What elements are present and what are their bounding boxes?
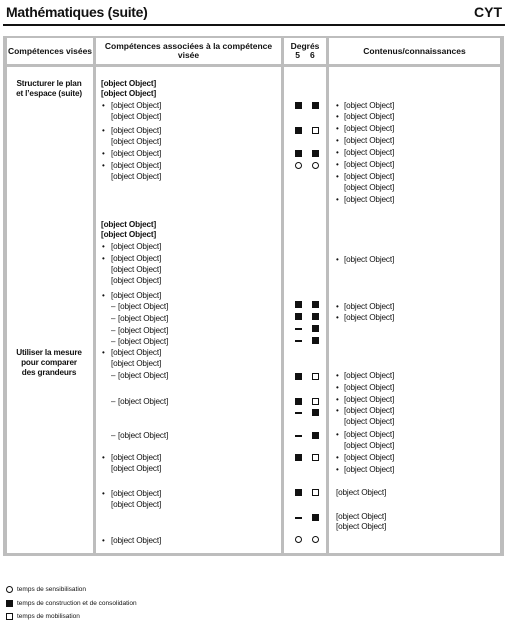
legend-label: temps de mobilisation [17, 613, 80, 620]
competence-associee-line: [object Object] [111, 348, 162, 357]
competence-associee-line: [object Object] [111, 112, 162, 121]
legend-label: temps de sensibilisation [17, 586, 87, 593]
degre-6-circle-icon [312, 162, 319, 169]
legend-item [6, 586, 86, 593]
section-heading: [object Object] [101, 89, 157, 98]
contenu-line: [object Object] [336, 512, 387, 521]
degre-6-filled-square-icon [312, 337, 319, 344]
circle-icon [6, 586, 13, 593]
column-competences-visees [7, 67, 93, 553]
bullet-icon: • [102, 535, 105, 545]
degre-6-empty-square-icon [312, 127, 319, 134]
bullet-icon: • [102, 100, 105, 110]
competence-visee-line: des grandeurs [21, 368, 77, 377]
degre-6-filled-square-icon [312, 102, 319, 109]
competence-associee-line: [object Object] [111, 464, 162, 473]
competence-associee-line: [object Object] [111, 126, 162, 135]
page-title: Mathématiques (suite) [6, 4, 148, 20]
bullet-icon: • [336, 159, 339, 169]
competence-associee-line: [object Object] [111, 489, 162, 498]
contenu-line: [object Object] [344, 195, 395, 204]
competence-associee-line: [object Object] [118, 326, 169, 335]
bullet-icon: • [336, 370, 339, 380]
section-heading: [object Object] [101, 230, 157, 239]
dash-icon: – [111, 430, 116, 440]
dash-icon: – [111, 301, 116, 311]
competence-associee-line: [object Object] [118, 397, 169, 406]
dash-icon: – [111, 313, 116, 323]
degre-6-empty-square-icon [312, 398, 319, 405]
degre-6-filled-square-icon [312, 313, 319, 320]
header-degres [284, 38, 326, 64]
section-heading: [object Object] [101, 220, 157, 229]
competence-associee-line: [object Object] [111, 101, 162, 110]
degre-5-circle-icon [295, 536, 302, 543]
bullet-icon: • [336, 429, 339, 439]
contenu-line: [object Object] [344, 313, 395, 322]
header-rule [3, 24, 505, 26]
degre-5-filled-square-icon [295, 398, 302, 405]
competence-associee-line: [object Object] [111, 137, 162, 146]
competence-visee-line: Utiliser la mesure [16, 348, 82, 357]
degre-5-dash-icon [295, 517, 302, 519]
degre-6-empty-square-icon [312, 454, 319, 461]
dash-icon: – [111, 396, 116, 406]
degre-6-filled-square-icon [312, 301, 319, 308]
competence-associee-line: [object Object] [118, 371, 169, 380]
filled-square-icon [6, 600, 13, 607]
degres-label: Degrés [290, 41, 320, 51]
bullet-icon: • [336, 301, 339, 311]
degre-5-dash-icon [295, 412, 302, 414]
competence-associee-line: [object Object] [111, 276, 162, 285]
degre-6-filled-square-icon [312, 432, 319, 439]
contenu-line: [object Object] [344, 465, 395, 474]
competence-visee-line: et l’espace (suite) [16, 89, 82, 98]
bullet-icon: • [336, 147, 339, 157]
degre-6-empty-square-icon [312, 489, 319, 496]
degre-6: 6 [310, 50, 315, 60]
competence-associee-line: [object Object] [111, 265, 162, 274]
contenu-line: [object Object] [344, 172, 395, 181]
bullet-icon: • [336, 123, 339, 133]
bullet-icon: • [336, 135, 339, 145]
competence-associee-line: [object Object] [118, 431, 169, 440]
section-heading: [object Object] [101, 79, 157, 88]
contenu-line: [object Object] [344, 441, 395, 450]
degre-6-filled-square-icon [312, 150, 319, 157]
degre-5-dash-icon [295, 328, 302, 330]
competence-visee-line: pour comparer [21, 358, 77, 367]
contenu-line: [object Object] [344, 406, 395, 415]
degre-5-filled-square-icon [295, 150, 302, 157]
bullet-icon: • [102, 347, 105, 357]
dash-icon: – [111, 325, 116, 335]
bullet-icon: • [102, 253, 105, 263]
cycle-code: CYT [474, 4, 502, 20]
competence-associee-line: [object Object] [111, 149, 162, 158]
bullet-icon: • [102, 290, 105, 300]
degre-5-filled-square-icon [295, 301, 302, 308]
bullet-icon: • [336, 111, 339, 121]
competence-associee-line: [object Object] [118, 314, 169, 323]
degre-6-filled-square-icon [312, 514, 319, 521]
competence-associee-line: [object Object] [111, 536, 162, 545]
curriculum-table [3, 36, 504, 556]
contenu-line: [object Object] [336, 522, 387, 531]
degre-5: 5 [295, 50, 300, 60]
degre-5-dash-icon [295, 340, 302, 342]
contenu-line: [object Object] [344, 112, 395, 121]
legend-item [6, 600, 137, 607]
bullet-icon: • [102, 452, 105, 462]
bullet-icon: • [102, 148, 105, 158]
bullet-icon: • [336, 464, 339, 474]
degre-6-circle-icon [312, 536, 319, 543]
bullet-icon: • [336, 171, 339, 181]
contenu-line: [object Object] [344, 395, 395, 404]
degres-numbers [295, 51, 314, 60]
legend-label: temps de construction et de consolidation [17, 600, 137, 607]
contenu-line: [object Object] [336, 488, 387, 497]
header-competences-visees: Compétences visées [7, 38, 93, 64]
degre-5-filled-square-icon [295, 373, 302, 380]
degre-6-filled-square-icon [312, 409, 319, 416]
degre-5-filled-square-icon [295, 102, 302, 109]
competence-associee-line: [object Object] [111, 291, 162, 300]
competence-associee-line: [object Object] [111, 172, 162, 181]
degre-5-filled-square-icon [295, 489, 302, 496]
degre-5-dash-icon [295, 435, 302, 437]
bullet-icon: • [102, 160, 105, 170]
legend-item [6, 613, 80, 620]
degre-5-filled-square-icon [295, 127, 302, 134]
contenu-line: [object Object] [344, 302, 395, 311]
column-degres [284, 67, 326, 553]
dash-icon: – [111, 336, 116, 346]
degre-5-filled-square-icon [295, 454, 302, 461]
competence-visee-line: Structurer le plan [16, 79, 82, 88]
bullet-icon: • [102, 488, 105, 498]
competence-associee-line: [object Object] [111, 161, 162, 170]
bullet-icon: • [336, 394, 339, 404]
competence-associee-line: [object Object] [118, 302, 169, 311]
contenu-line: [object Object] [344, 183, 395, 192]
contenu-line: [object Object] [344, 417, 395, 426]
header-competences-associees: Compétences associées à la compétence visée [96, 38, 281, 64]
degre-5-filled-square-icon [295, 313, 302, 320]
degre-5-circle-icon [295, 162, 302, 169]
contenu-line: [object Object] [344, 430, 395, 439]
contenu-line: [object Object] [344, 101, 395, 110]
header-contenus: Contenus/connaissances [329, 38, 500, 64]
contenu-line: [object Object] [344, 383, 395, 392]
competence-associee-line: [object Object] [111, 359, 162, 368]
empty-square-icon [6, 613, 13, 620]
bullet-icon: • [336, 405, 339, 415]
bullet-icon: • [336, 194, 339, 204]
contenu-line: [object Object] [344, 255, 395, 264]
dash-icon: – [111, 370, 116, 380]
bullet-icon: • [102, 125, 105, 135]
degre-6-filled-square-icon [312, 325, 319, 332]
bullet-icon: • [336, 452, 339, 462]
competence-associee-line: [object Object] [111, 242, 162, 251]
competence-associee-line: [object Object] [111, 500, 162, 509]
contenu-line: [object Object] [344, 136, 395, 145]
contenu-line: [object Object] [344, 453, 395, 462]
bullet-icon: • [336, 254, 339, 264]
contenu-line: [object Object] [344, 124, 395, 133]
bullet-icon: • [336, 100, 339, 110]
bullet-icon: • [336, 312, 339, 322]
competence-associee-line: [object Object] [111, 453, 162, 462]
degre-6-empty-square-icon [312, 373, 319, 380]
bullet-icon: • [102, 241, 105, 251]
contenu-line: [object Object] [344, 148, 395, 157]
contenu-line: [object Object] [344, 160, 395, 169]
competence-associee-line: [object Object] [111, 254, 162, 263]
competence-associee-line: [object Object] [118, 337, 169, 346]
contenu-line: [object Object] [344, 371, 395, 380]
bullet-icon: • [336, 382, 339, 392]
